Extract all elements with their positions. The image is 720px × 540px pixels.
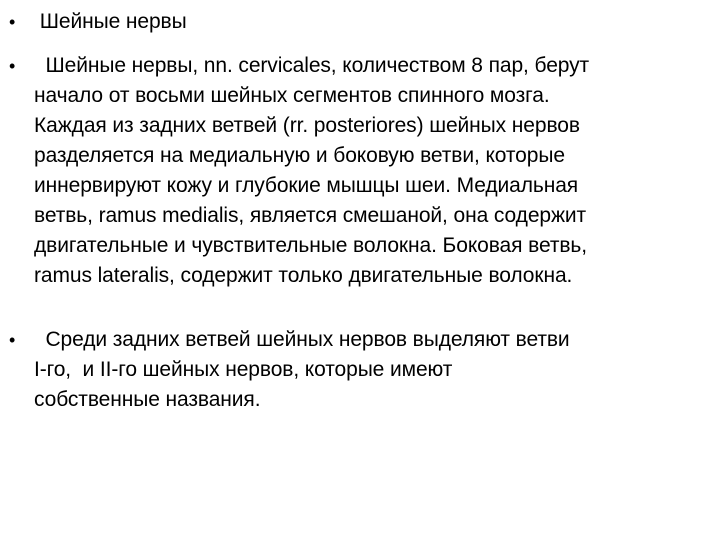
text-line: Шейные нервы, nn. cervicales, количеством 8 пар, берут: [34, 54, 590, 77]
text-line: разделяется на медиальную и боковую ветви, которые: [34, 144, 565, 167]
bullet-text: [34, 7, 714, 37]
text-line: Каждая из задних ветвей (rr. posteriores) шейных нервов: [34, 114, 580, 137]
text-line: иннервируют кожу и глубокие мышцы шеи. Медиальная: [34, 174, 579, 197]
text-line: собственные названия.: [34, 388, 261, 411]
bullet-icon: •: [9, 12, 16, 32]
text-line: ramus lateralis, содержит только двигательные волокна.: [34, 264, 573, 287]
bullet-icon: •: [9, 56, 16, 76]
text-line: I-го, и II-го шейных нервов, которые имеют: [34, 358, 453, 381]
text-line: Шейные нервы: [34, 10, 187, 33]
text-line: Среди задних ветвей шейных нервов выделяют ветви: [34, 328, 570, 351]
text-line: ветвь, ramus medialis, является смешаной, она содержит: [34, 204, 587, 227]
text-line: двигательные и чувствительные волокна. Боковая ветвь,: [34, 234, 587, 257]
bullet-text: [34, 51, 714, 291]
bullet-text: [34, 325, 714, 415]
text-line: начало от восьми шейных сегментов спинного мозга.: [34, 84, 550, 107]
bullet-icon: •: [9, 330, 16, 350]
